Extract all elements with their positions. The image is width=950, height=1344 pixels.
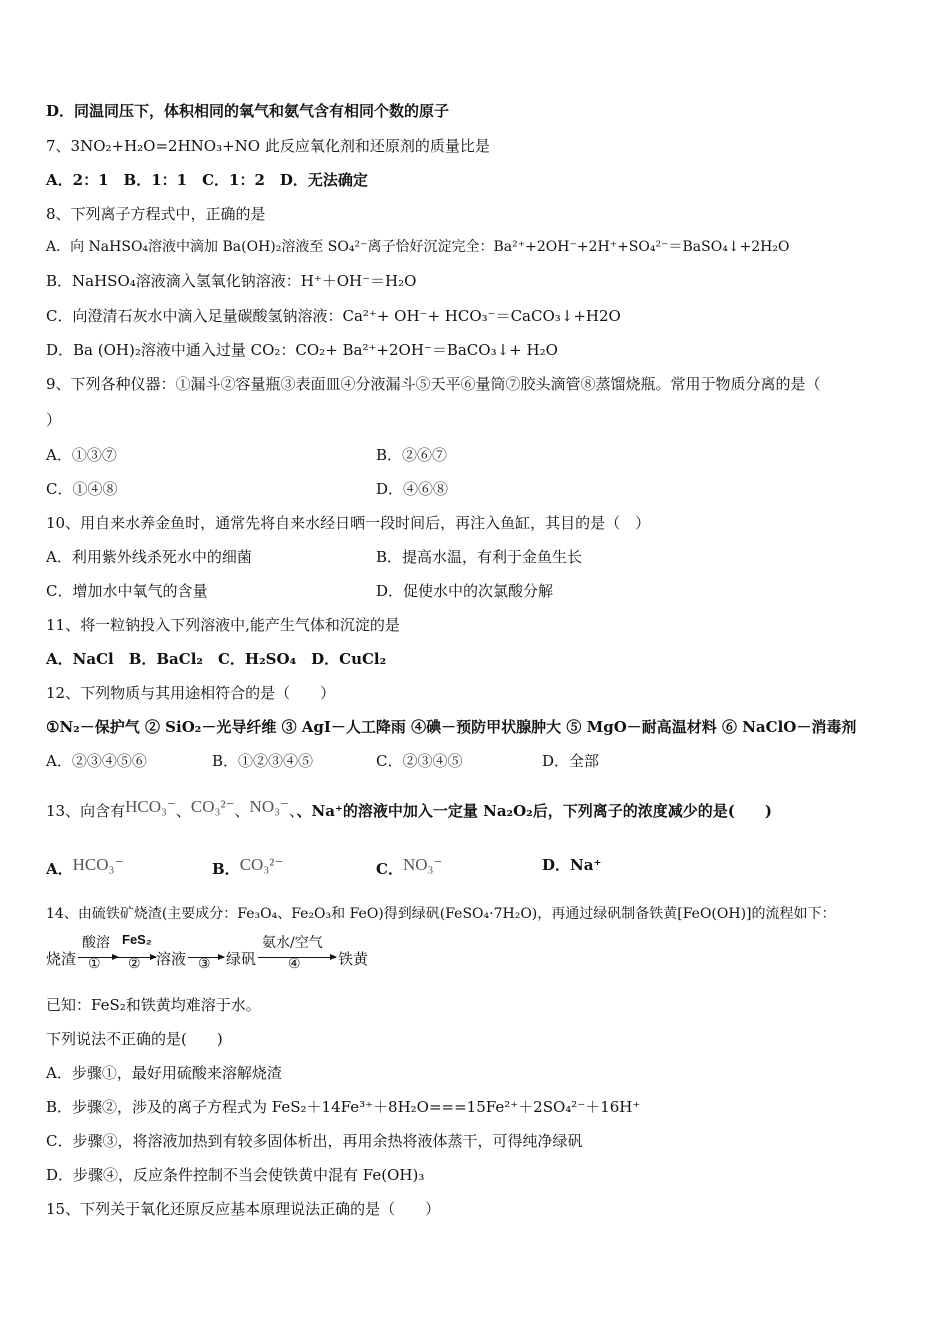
flow-mid-2: 绿矾 — [226, 950, 257, 968]
q14-known: 已知：FeS₂和铁黄均难溶于水。 — [46, 996, 261, 1014]
q13-stem-prefix: 13、向含有 — [46, 802, 126, 820]
q9-option-d: D．④⑥⑧ — [376, 480, 449, 498]
q12-option-c: C．②③④⑤ — [376, 752, 463, 770]
q9-option-a: A．①③⑦ — [46, 446, 117, 464]
no3-ion: NO₃⁻ — [402, 855, 443, 874]
q13-stem-suffix: 、Na⁺的溶液中加入一定量 Na₂O₂后，下列离子的浓度减少的是( ) — [296, 802, 772, 820]
q14-option-b: B．步骤②，涉及的离子方程式为 FeS₂＋14Fe³⁺＋8H₂O===15Fe²⁺＋2SO₄²⁻＋16H⁺ — [46, 1098, 641, 1116]
q8-option-b: B．NaHSO₄溶液滴入氢氧化钠溶液：H⁺＋OH⁻＝H₂O — [46, 272, 417, 290]
q12-option-a: A．②③④⑤⑥ — [46, 752, 147, 770]
q14-option-d: D．步骤④，反应条件控制不当会使铁黄中混有 Fe(OH)₃ — [46, 1166, 425, 1184]
q11-options: A．NaCl B．BaCl₂ C．H₂SO₄ D．CuCl₂ — [46, 650, 387, 668]
ion-separator: 、 — [175, 802, 191, 820]
flow-mid-1: 溶液 — [156, 950, 187, 968]
q9-option-b: B．②⑥⑦ — [376, 446, 448, 464]
process-flow-diagram — [46, 930, 386, 976]
flow-label-2: FeS₂ — [122, 932, 152, 947]
q15-stem: 15、下列关于氧化还原反应基本原理说法正确的是（ ） — [46, 1200, 441, 1218]
q10-option-d: D．促使水中的次氯酸分解 — [376, 582, 554, 600]
q14-option-a: A．步骤①，最好用硫酸来溶解烧渣 — [46, 1064, 282, 1082]
q6-option-d: D．同温同压下，体积相同的氧气和氨气含有相同个数的原子 — [46, 102, 450, 120]
q8-option-d: D．Ba (OH)₂溶液中通入过量 CO₂：CO₂+ Ba²⁺+2OH⁻＝BaCO₃↓+ H₂O — [46, 341, 558, 359]
q13-option-d: D．Na⁺ — [542, 856, 602, 874]
q10-option-c: C．增加水中氧气的含量 — [46, 582, 208, 600]
co3-ion: CO₃²⁻ — [190, 797, 235, 816]
q10-option-b: B．提高水温，有利于金鱼生长 — [376, 548, 583, 566]
q13-option-c: C．NO₃⁻ — [376, 855, 443, 878]
q7-options: A．2：1 B．1：1 C．1：2 D．无法确定 — [46, 171, 368, 189]
q13-option-a: A．HCO₃⁻ — [46, 855, 124, 878]
q12-items: ①N₂－保护气 ② SiO₂－光导纤维 ③ AgI－人工降雨 ④碘－预防甲状腺肿大 ⑤ MgO－耐高温材料 ⑥ NaClO－消毒剂 — [46, 718, 857, 736]
q7-stem: 7、3NO₂+H₂O=2HNO₃+NO 此反应氧化剂和还原剂的质量比是 — [46, 137, 490, 155]
q10-stem: 10、用自来水养金鱼时，通常先将自来水经日晒一段时间后，再注入鱼缸，其目的是（ ） — [46, 514, 651, 532]
no3-ion: NO₃⁻ — [249, 797, 290, 816]
flow-step-1: ① — [88, 956, 101, 972]
co3-ion: CO₃²⁻ — [239, 855, 284, 874]
q12-option-b: B．①②③④⑤ — [212, 752, 314, 770]
flow-label-4: 氨水/空气 — [262, 935, 323, 951]
ion-separator: 、 — [289, 802, 297, 820]
q8-option-a: A．向 NaHSO₄溶液中滴加 Ba(OH)₂溶液至 SO₄²⁻离子恰好沉淀完全：Ba²⁺+2OH⁻+2H⁺+SO₄²⁻＝BaSO₄↓+2H₂O — [46, 239, 790, 255]
q9-stem: 9、下列各种仪器：①漏斗②容量瓶③表面皿④分液漏斗⑤天平⑥量筒⑦胶头滴管⑧蒸馏烧瓶。常用于物质分离的是（ — [46, 375, 821, 393]
flow-step-4: ④ — [288, 956, 301, 972]
q12-option-d: D．全部 — [542, 752, 600, 770]
q13-option-b: B．CO₃²⁻ — [212, 855, 284, 878]
hco3-ion: HCO₃⁻ — [125, 797, 176, 816]
q14-option-c: C．步骤③，将溶液加热到有较多固体析出，再用余热将液体蒸干，可得纯净绿矾 — [46, 1132, 583, 1150]
q14-stem: 14、由硫铁矿烧渣(主要成分：Fe₃O₄、Fe₂O₃和 FeO)得到绿矾(FeSO₄·7H₂O)，再通过绿矾制备铁黄[FeO(OH)]的流程如下： — [46, 906, 836, 922]
q8-stem: 8、下列离子方程式中，正确的是 — [46, 205, 266, 223]
q10-option-a: A．利用紫外线杀死水中的细菌 — [46, 548, 252, 566]
q14-question: 下列说法不正确的是( ) — [46, 1030, 223, 1048]
flow-step-2: ② — [128, 956, 141, 972]
q11-stem: 11、将一粒钠投入下列溶液中,能产生气体和沉淀的是 — [46, 616, 400, 634]
flow-end: 铁黄 — [338, 950, 369, 968]
q9-stem-close: ） — [46, 411, 62, 429]
ion-separator: 、 — [234, 802, 250, 820]
q13-stem — [46, 797, 772, 821]
q8-option-c: C．向澄清石灰水中滴入足量碳酸氢钠溶液：Ca²⁺+ OH⁻+ HCO₃⁻＝CaCO₃↓+H2O — [46, 307, 621, 325]
q9-option-c: C．①④⑧ — [46, 480, 118, 498]
hco3-ion: HCO₃⁻ — [72, 855, 124, 874]
flow-start: 烧渣 — [46, 950, 77, 968]
flow-step-3: ③ — [198, 956, 211, 972]
flow-label-1: 酸溶 — [82, 935, 110, 951]
q12-stem: 12、下列物质与其用途相符合的是（ ） — [46, 684, 336, 702]
